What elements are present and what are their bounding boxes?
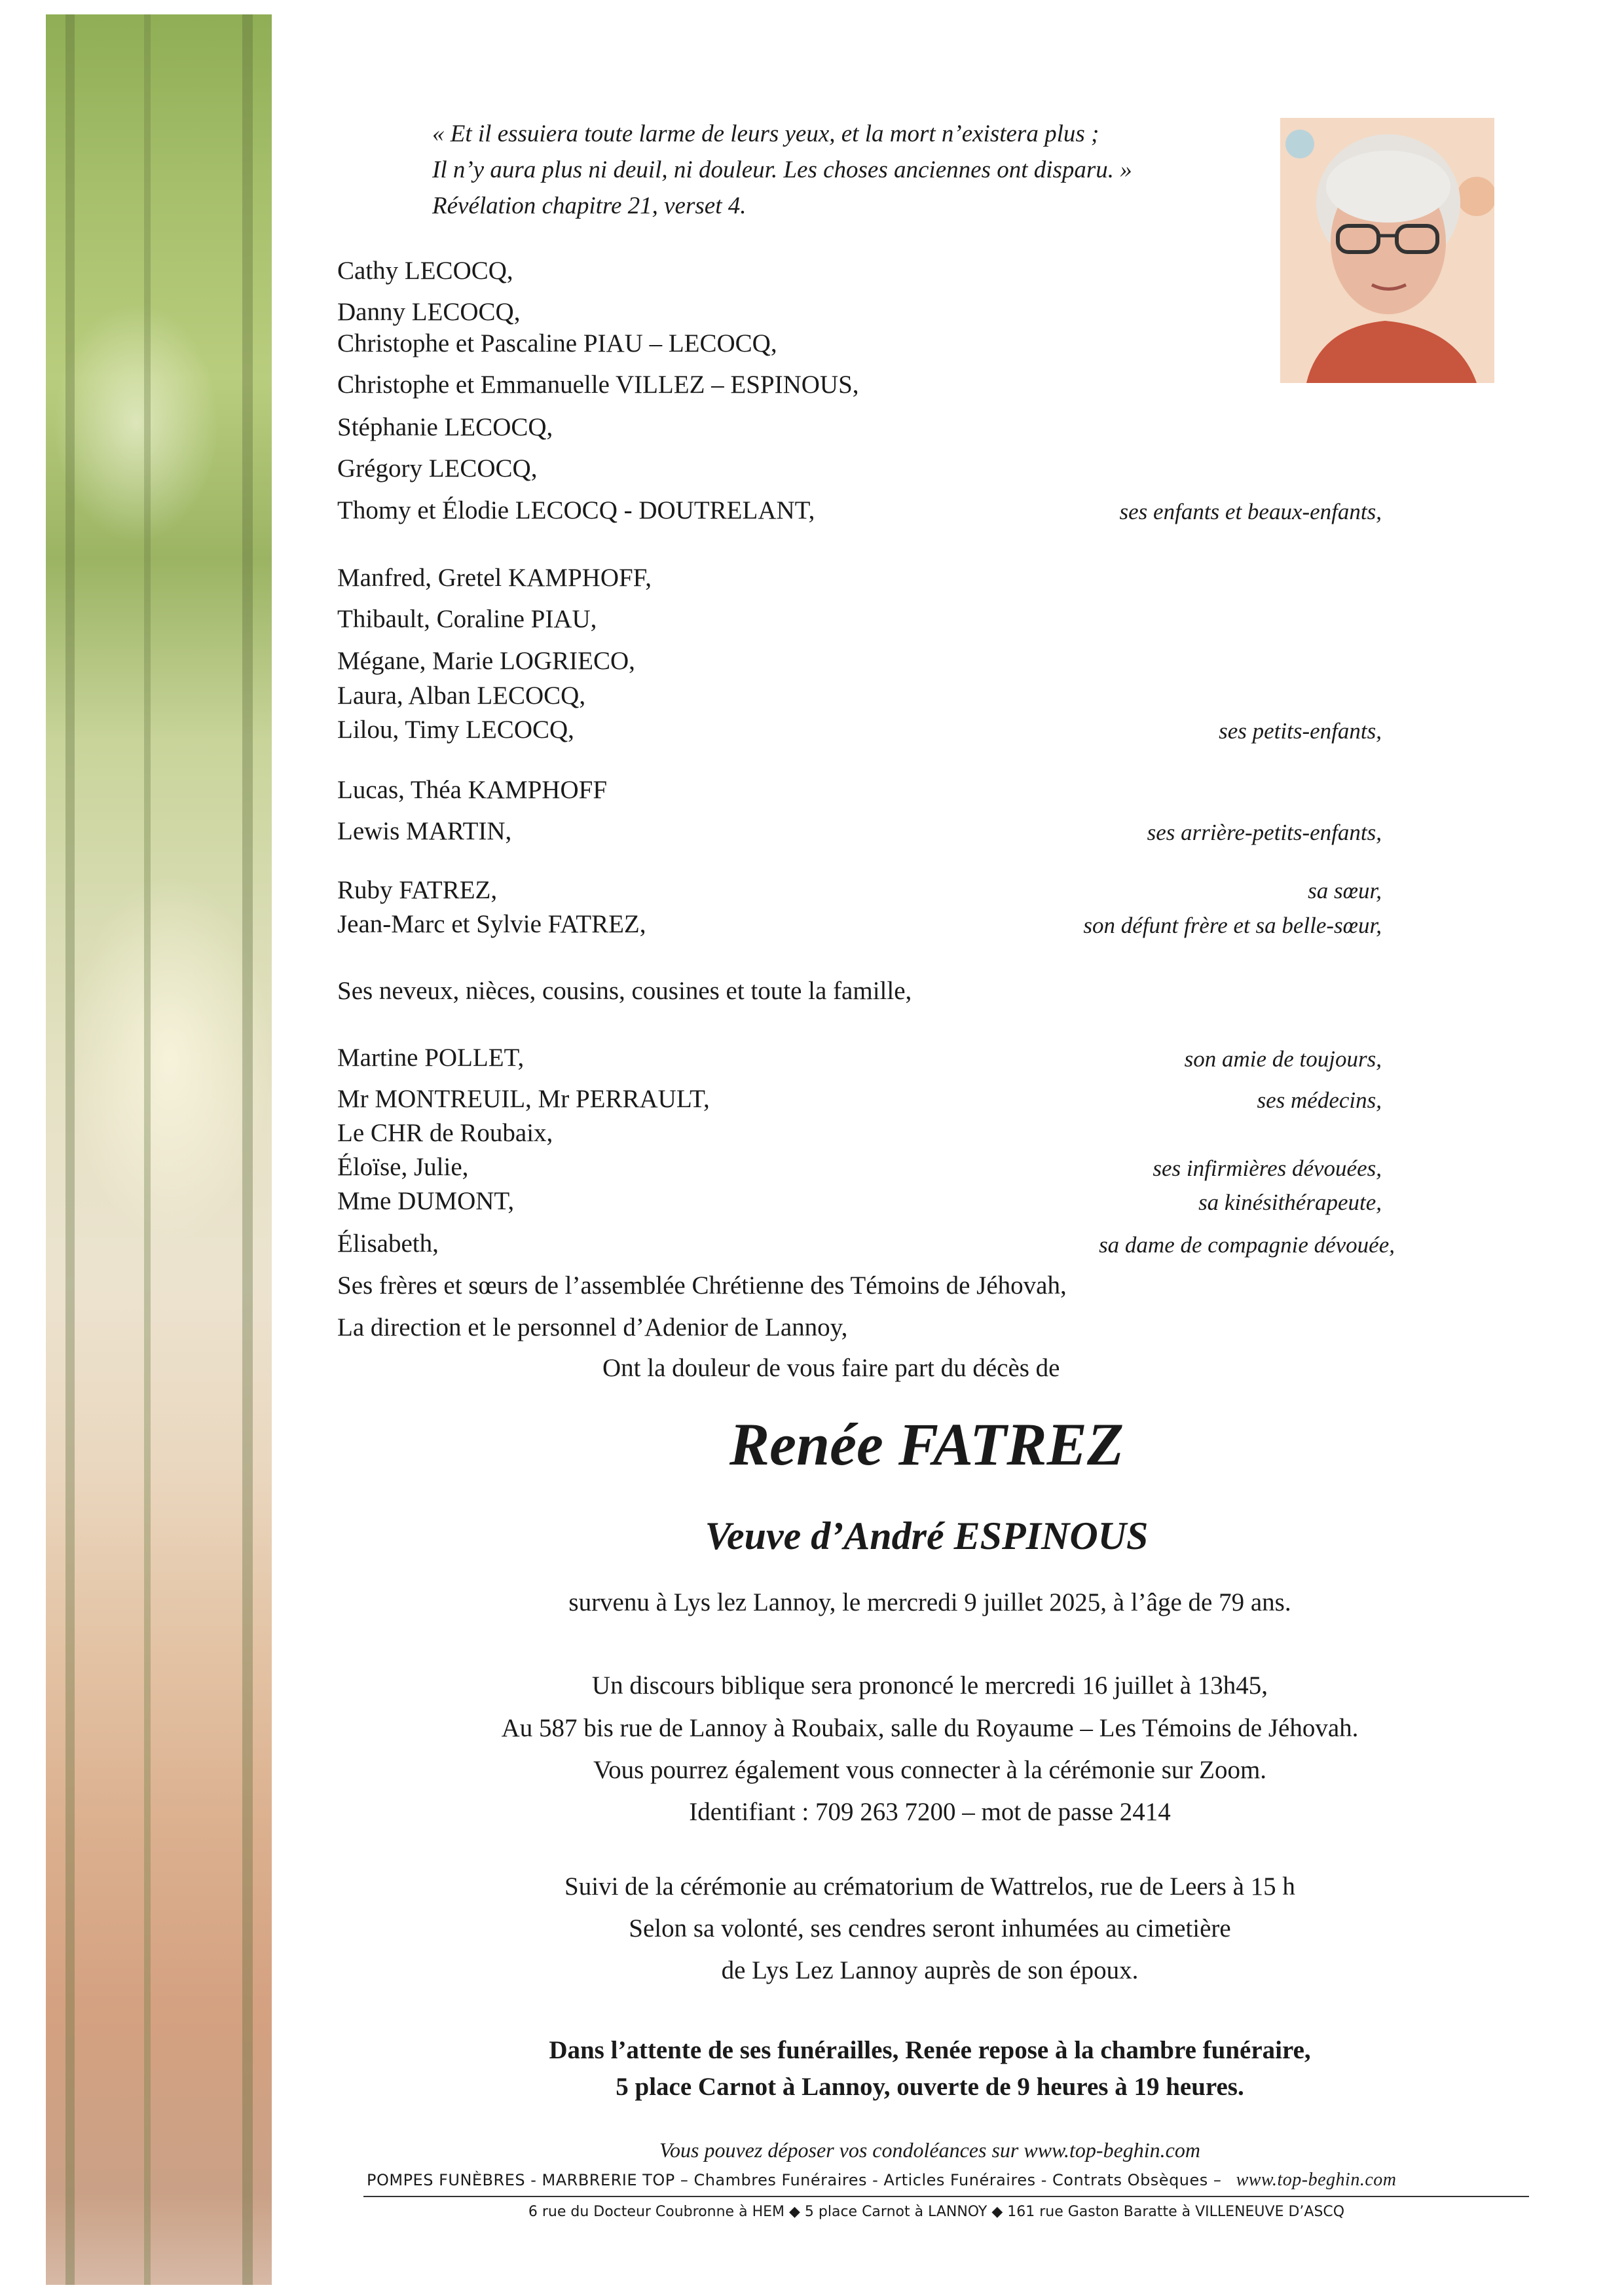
family-name: Lilou, Timy LECOCQ, <box>337 716 574 744</box>
deceased-name: Renée FATREZ <box>729 1411 1124 1478</box>
family-name: Christophe et Emmanuelle VILLEZ – ESPINOUS, <box>337 371 859 399</box>
ceremony-line: Vous pourrez également vous connecter à la cérémonie sur Zoom. <box>593 1756 1267 1784</box>
family-name: Thomy et Élodie LECOCQ - DOUTRELANT, <box>337 496 815 524</box>
cremation-line: de Lys Lez Lannoy auprès de son époux. <box>721 1956 1139 1984</box>
zoom-credentials: Identifiant : 709 263 7200 – mot de passe 2414 <box>689 1798 1171 1826</box>
forest-path-image <box>46 14 272 2285</box>
family-name: Thibault, Coraline PIAU, <box>337 605 597 633</box>
family-name: Stéphanie LECOCQ, <box>337 413 553 441</box>
family-name: Cathy LECOCQ, <box>337 257 513 285</box>
tree-trunk <box>242 14 253 2285</box>
tree-trunk <box>144 14 151 2285</box>
family-name: Ruby FATREZ, <box>337 876 498 904</box>
rest-line: 5 place Carnot à Lannoy, ouverte de 9 heures à 19 heures. <box>616 2073 1244 2101</box>
family-name: Mr MONTREUIL, Mr PERRAULT, <box>337 1085 710 1113</box>
relation-label: sa kinésithérapeute, <box>1198 1190 1382 1215</box>
footer-divider <box>363 2196 1529 2197</box>
addresses-line: 6 rue du Docteur Coubronne à HEM ◆ 5 place Carnot à LANNOY ◆ 161 rue Gaston Baratte à VILLENEUVE D’ASCQ <box>528 2204 1345 2220</box>
company-name: POMPES FUNÈBRES - MARBRERIE TOP – Chambres Funéraires - Articles Funéraires - Contrats Obsèques – <box>367 2171 1222 2189</box>
family-name: Laura, Alban LECOCQ, <box>337 682 586 710</box>
extended-family-line: Ses neveux, nièces, cousins, cousines et toute la famille, <box>337 977 912 1005</box>
family-name: Martine POLLET, <box>337 1044 525 1072</box>
rest-line: Dans l’attente de ses funérailles, Renée repose à la chambre funéraire, <box>549 2036 1311 2064</box>
portrait-illustration <box>1280 118 1494 383</box>
assembly-line: Ses frères et sœurs de l’assemblée Chrétienne des Témoins de Jéhovah, <box>337 1271 1067 1300</box>
announcement-line: Ont la douleur de vous faire part du décès de <box>602 1354 1060 1382</box>
family-name: Lucas, Théa KAMPHOFF <box>337 776 608 804</box>
family-name: Élisabeth, <box>337 1230 439 1258</box>
company-website[interactable]: www.top-beghin.com <box>1236 2170 1397 2190</box>
portrait-photo <box>1280 118 1494 383</box>
family-name: Jean-Marc et Sylvie FATREZ, <box>337 910 646 938</box>
relation-label: ses petits-enfants, <box>1219 718 1382 744</box>
relation-label: son amie de toujours, <box>1184 1046 1382 1072</box>
quote-line-1: « Et il essuiera toute larme de leurs yeux, et la mort n’existera plus ; <box>432 120 1099 147</box>
family-name: Danny LECOCQ, <box>337 298 521 326</box>
family-name: Manfred, Gretel KAMPHOFF, <box>337 564 652 592</box>
ceremony-line: Au 587 bis rue de Lannoy à Roubaix, salle du Royaume – Les Témoins de Jéhovah. <box>501 1714 1359 1742</box>
family-name: Grégory LECOCQ, <box>337 454 538 483</box>
relation-label: sa dame de compagnie dévouée, <box>1099 1232 1395 1258</box>
family-name: Mme DUMONT, <box>337 1187 515 1215</box>
condolences-line: Vous pouvez déposer vos condoléances sur www.top-beghin.com <box>659 2138 1200 2162</box>
family-name: Mégane, Marie LOGRIECO, <box>337 647 635 675</box>
relation-label: ses médecins, <box>1257 1087 1382 1113</box>
ceremony-line: Un discours biblique sera prononcé le mercredi 16 juillet à 13h45, <box>591 1671 1268 1700</box>
cremation-line: Selon sa volonté, ses cendres seront inhumées au cimetière <box>629 1914 1231 1942</box>
family-name: Le CHR de Roubaix, <box>337 1119 553 1147</box>
relation-label: ses infirmières dévouées, <box>1153 1156 1382 1181</box>
company-line <box>367 2171 1396 2189</box>
tree-trunk <box>65 14 75 2285</box>
cremation-line: Suivi de la cérémonie au crématorium de Wattrelos, rue de Leers à 15 h <box>564 1872 1295 1901</box>
direction-line: La direction et le personnel d’Adenior de Lannoy, <box>337 1313 848 1341</box>
relation-label: ses enfants et beaux-enfants, <box>1119 499 1382 524</box>
relation-label: sa sœur, <box>1308 878 1382 903</box>
relation-label: son défunt frère et sa belle-sœur, <box>1083 913 1382 938</box>
deceased-spouse: Veuve d’André ESPINOUS <box>705 1514 1149 1558</box>
family-name: Lewis MARTIN, <box>337 817 512 845</box>
quote-reference: Révélation chapitre 21, verset 4. <box>432 192 747 219</box>
death-info: survenu à Lys lez Lannoy, le mercredi 9 juillet 2025, à l’âge de 79 ans. <box>568 1588 1291 1616</box>
quote-line-2: Il n’y aura plus ni deuil, ni douleur. Les choses anciennes ont disparu. » <box>432 156 1132 183</box>
family-name: Christophe et Pascaline PIAU – LECOCQ, <box>337 329 777 357</box>
family-name: Éloïse, Julie, <box>337 1153 469 1181</box>
relation-label: ses arrière-petits-enfants, <box>1147 820 1382 845</box>
